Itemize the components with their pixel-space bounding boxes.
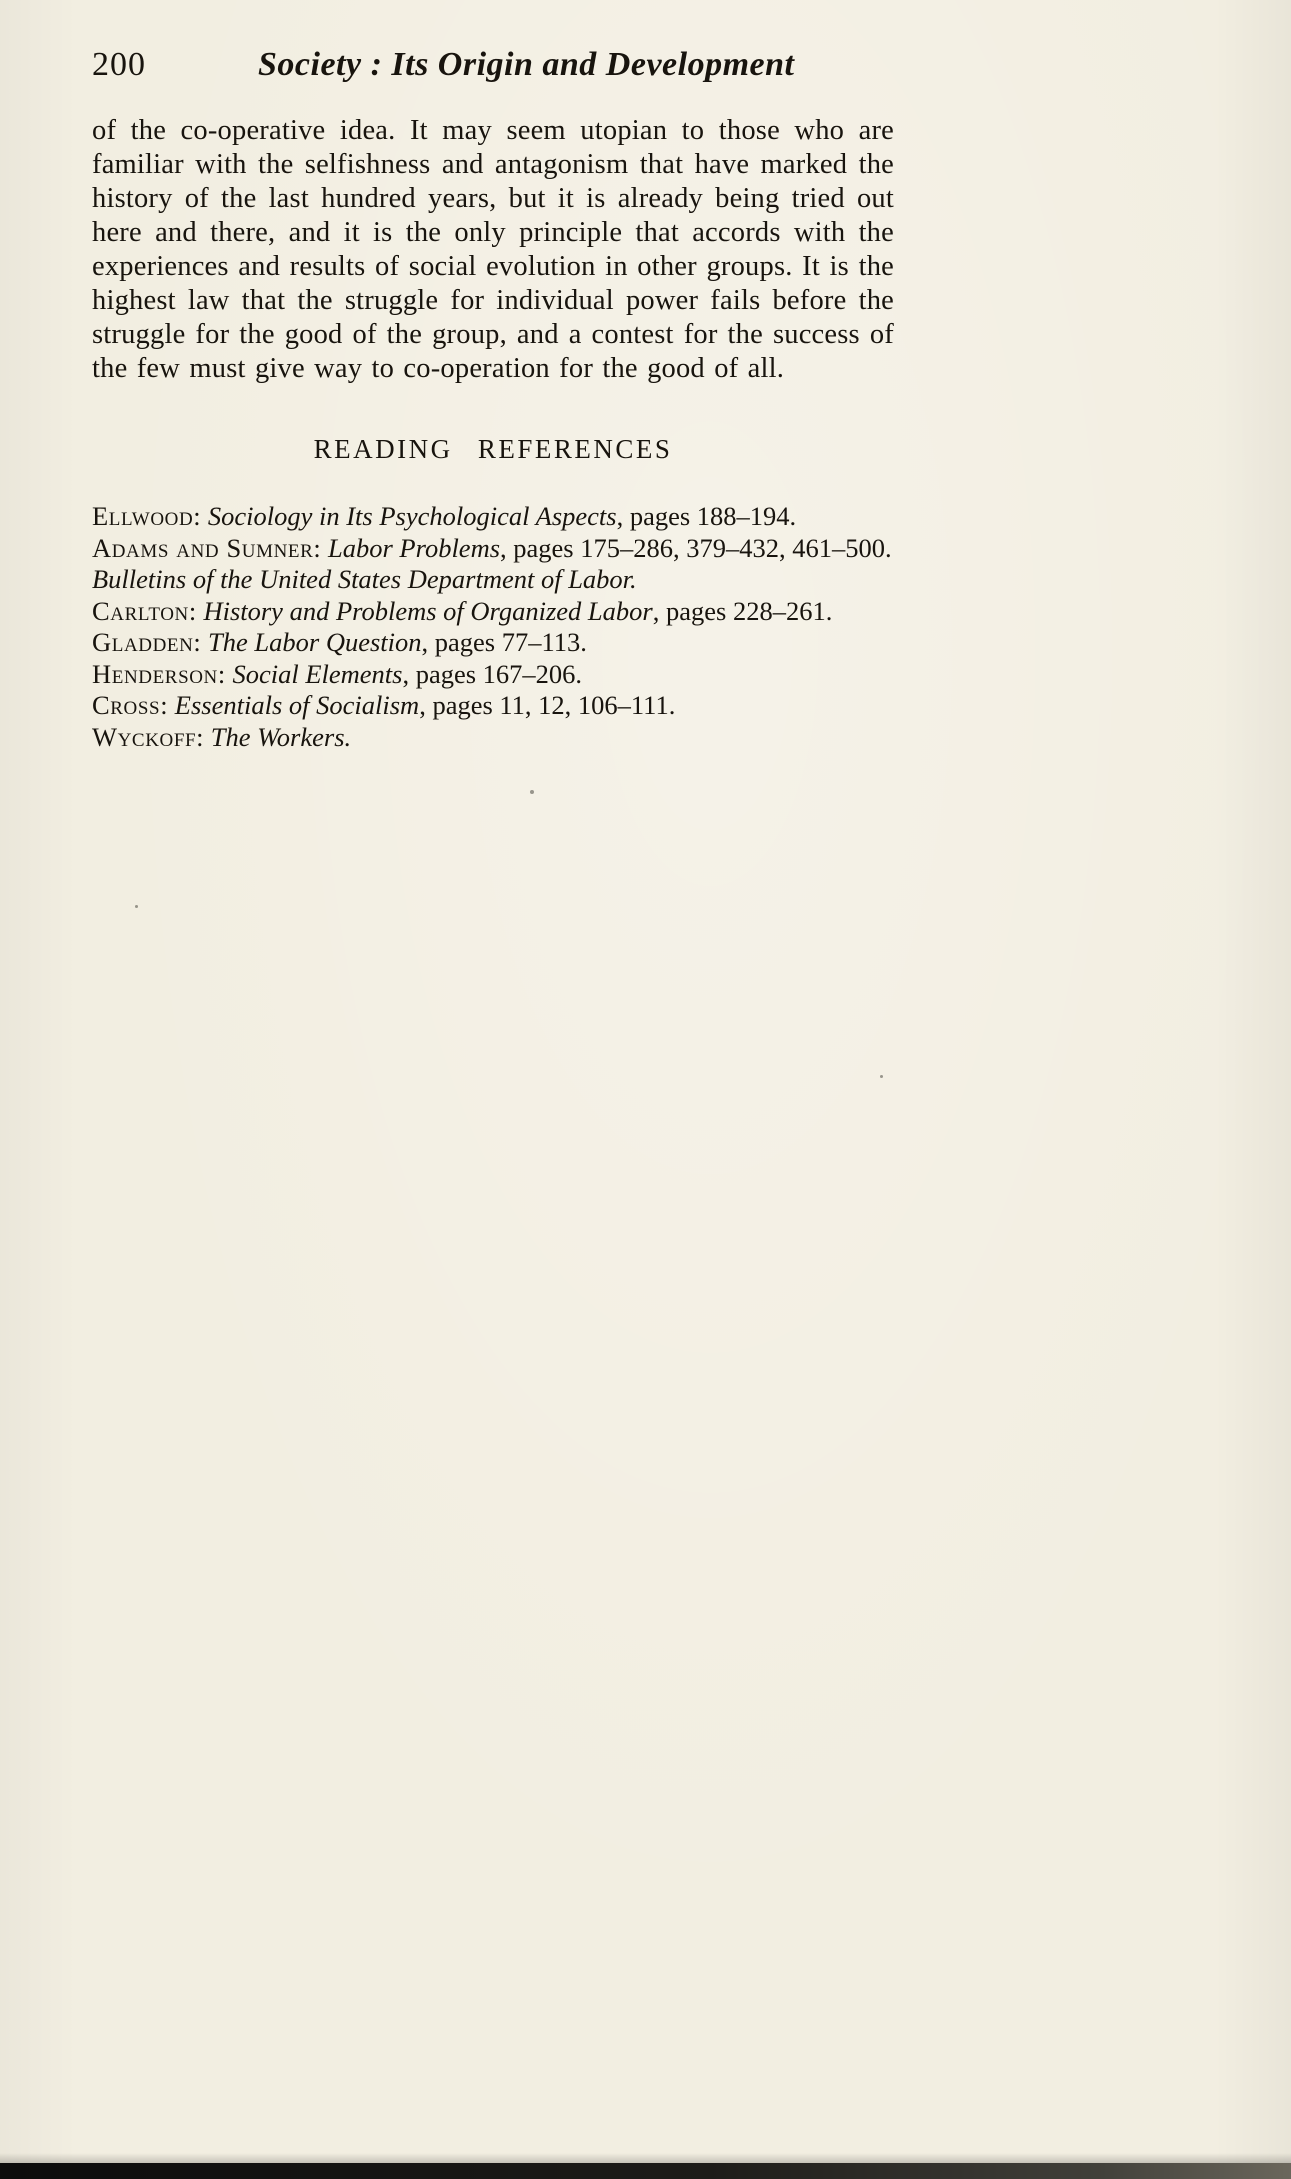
reference-author: Gladden: bbox=[92, 627, 202, 657]
scan-speck bbox=[880, 1075, 883, 1078]
reference-title: History and Problems of Organized Labor bbox=[203, 595, 653, 626]
reading-references-heading: READING REFERENCES bbox=[313, 434, 673, 464]
reference-item bbox=[92, 564, 894, 596]
reference-author: Henderson: bbox=[92, 658, 226, 689]
reference-author: Ellwood: bbox=[92, 501, 202, 531]
reference-title: Sociology in Its Psychological Aspects bbox=[207, 501, 617, 531]
reference-pages: , pages 188–194. bbox=[616, 501, 797, 531]
reference-pages: , pages 228–261. bbox=[652, 595, 833, 626]
reference-title: The Workers. bbox=[210, 721, 352, 752]
reference-title: Essentials of Socialism bbox=[174, 690, 420, 720]
reference-item bbox=[92, 501, 894, 533]
reference-author: Carlton: bbox=[92, 595, 197, 626]
reference-title: The Labor Question bbox=[208, 627, 422, 657]
scan-bottom-edge bbox=[0, 2163, 1291, 2179]
running-head bbox=[92, 46, 894, 84]
reference-pages: , pages 167–206. bbox=[402, 658, 583, 689]
reference-pages: , pages 77–113. bbox=[421, 627, 587, 657]
running-title: Society : Its Origin and Development bbox=[258, 46, 795, 83]
references-list bbox=[92, 501, 894, 753]
scan-speck bbox=[530, 790, 534, 794]
reference-title: Labor Problems bbox=[328, 532, 501, 563]
reference-author: Cross: bbox=[92, 690, 169, 720]
scan-speck bbox=[135, 905, 138, 908]
reference-author: Adams and Sumner: bbox=[92, 532, 322, 563]
reference-item bbox=[92, 690, 894, 722]
reference-item bbox=[92, 627, 894, 659]
reference-author: Wyckoff: bbox=[92, 721, 205, 752]
reference-pages: , pages 11, 12, 106–111. bbox=[419, 690, 676, 720]
reference-title: Social Elements bbox=[232, 658, 403, 689]
reference-title: Bulletins of the United States Department of Labor. bbox=[92, 564, 637, 594]
reference-item bbox=[92, 533, 894, 565]
reference-pages: , pages 175–286, 379–432, 461–500. bbox=[500, 532, 892, 563]
scan-edge-shadow bbox=[0, 2153, 1291, 2163]
reference-item bbox=[92, 596, 894, 628]
page-number: 200 bbox=[92, 46, 146, 83]
reference-item bbox=[92, 659, 894, 691]
reference-item bbox=[92, 722, 894, 754]
body-paragraph: of the co-operative idea. It may seem utopian to those who are familiar with the selfishness and antagonism that have marked the history of the last hundred years, but it is already being tried out here and there, and it is the only principle that accords with the experiences and results of social evolution in other groups. It is the highest law that the struggle for individual power fails before the struggle for the good of the group, and a contest for the success of the few must give way to co-operation for the good of all. bbox=[92, 115, 894, 384]
text-block bbox=[92, 46, 894, 753]
